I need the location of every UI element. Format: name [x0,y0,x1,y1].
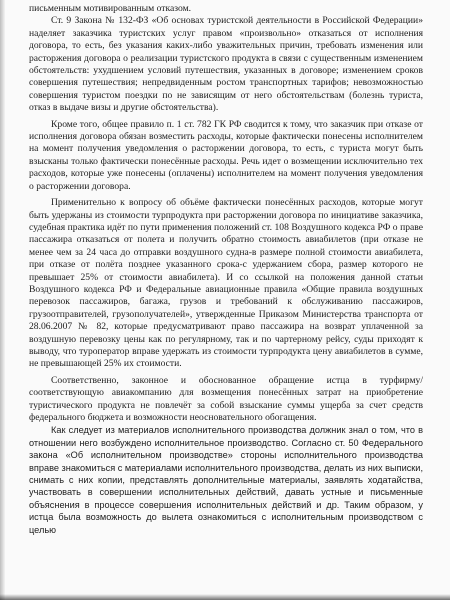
paragraph-refusal-continuation: письменным мотивированным отказом. [29,3,192,14]
paragraph-conclusion: Соответственно, законное и обоснованное обращение истца в турфирму/соответствующую авиакомпанию для возмещения понесённых затрат на приобретение туристического продукта не повлечёт за собой взыскание суммы ущерба за счет средств федерального бюджета и возможности неосновательного обогащения. [29,374,423,423]
paragraph-enforcement: Как следует из материалов исполнительного производства должник знал о том, что в отношении него возбуждено исполнительное производство. Согласно ст. 50 Федерального закона «Об исполнительном производстве» стороны исполнительного производства вправе знакомиться с материалами исполнительного производства, делать из них выписки, снимать с них копии, представлять дополнительные материалы, заявлять ходатайства, участвовать в совершении исполнительных действий, давать устные и письменные объяснения в процессе совершения исполнительных действий и др. Таким образом, у истца была возможность до вылета ознакомиться с исполнительным производством с целью [29,425,423,535]
paragraph-article-9: Ст. 9 Закона № 132-ФЗ «Об основах туристской деятельности в Российской Федерации» наделяет заказчика туристских услуг правом «произвольно» отказаться от исполнения договора, то есть, без указания каких-либо уважительных причин, требовать изменения или расторжения договора о реализации туристского продукта в связи с существенным изменением обстоятельств: ухудшением условий путешествия, указанных в договоре; изменением сроков совершения путешествия; непредвиденным ростом транспортных тарифов; невозможностью совершения туристом поездки по не зависящим от него обстоятельствам (болезнь туриста, отказ в выдаче визы и другие обстоятельства). [29,15,423,114]
paragraph-article-782: Кроме того, общее правило п. 1 ст. 782 ГК РФ сводится к тому, что заказчик при отказе от исполнения договора обязан возместить расходы, которые фактически понесены исполнителем на момент получения уведомления о расторжении договора, то есть, с туриста могут быть взысканы только фактически понесённые расходы. Речь идет о возмещении исключительно тех расходов, которые уже понесены (оплачены) исполнителем на момент получения уведомления о расторжении договора. [29,118,423,192]
page-binding-edge [0,0,5,600]
paragraph-air-code: Применительно к вопросу об объёме фактически понесённых расходов, которые могут быть удержаны из стоимости турпродукта при расторжении договора по инициативе заказчика, судебная практика идёт по пути применения положений ст. 108 Воздушного кодекса РФ о праве пассажира отказаться от полета и получить обратно стоимость авиабилетов (при отказе не менее чем за 24 часа до отправки воздушного судна-в размере полной стоимости авиабилета, при отказе от полёта позднее указанного срока-с удержанием сбора, размер которого не превышает 25% от стоимости авиабилета). И со ссылкой на положения данной статьи Воздушного кодекса РФ и Федеральные авиационные правила «Общие правила воздушных перевозок пассажиров, багажа, грузов и требований к обслуживанию пассажиров, грузоотправителей, грузополучателей», утвержденные Приказом Министерства транспорта от 28.06.2007 № 82, которые предусматривают право пассажира на возврат уплаченной за воздушную перевозку цены как по регулярному, так и по чартерному рейсу, суды приходят к выводу, что туроператор вправе удержать из стоимости турпродукта цену авиабилетов в сумме, не превышающей 25% их стоимости. [29,197,423,370]
